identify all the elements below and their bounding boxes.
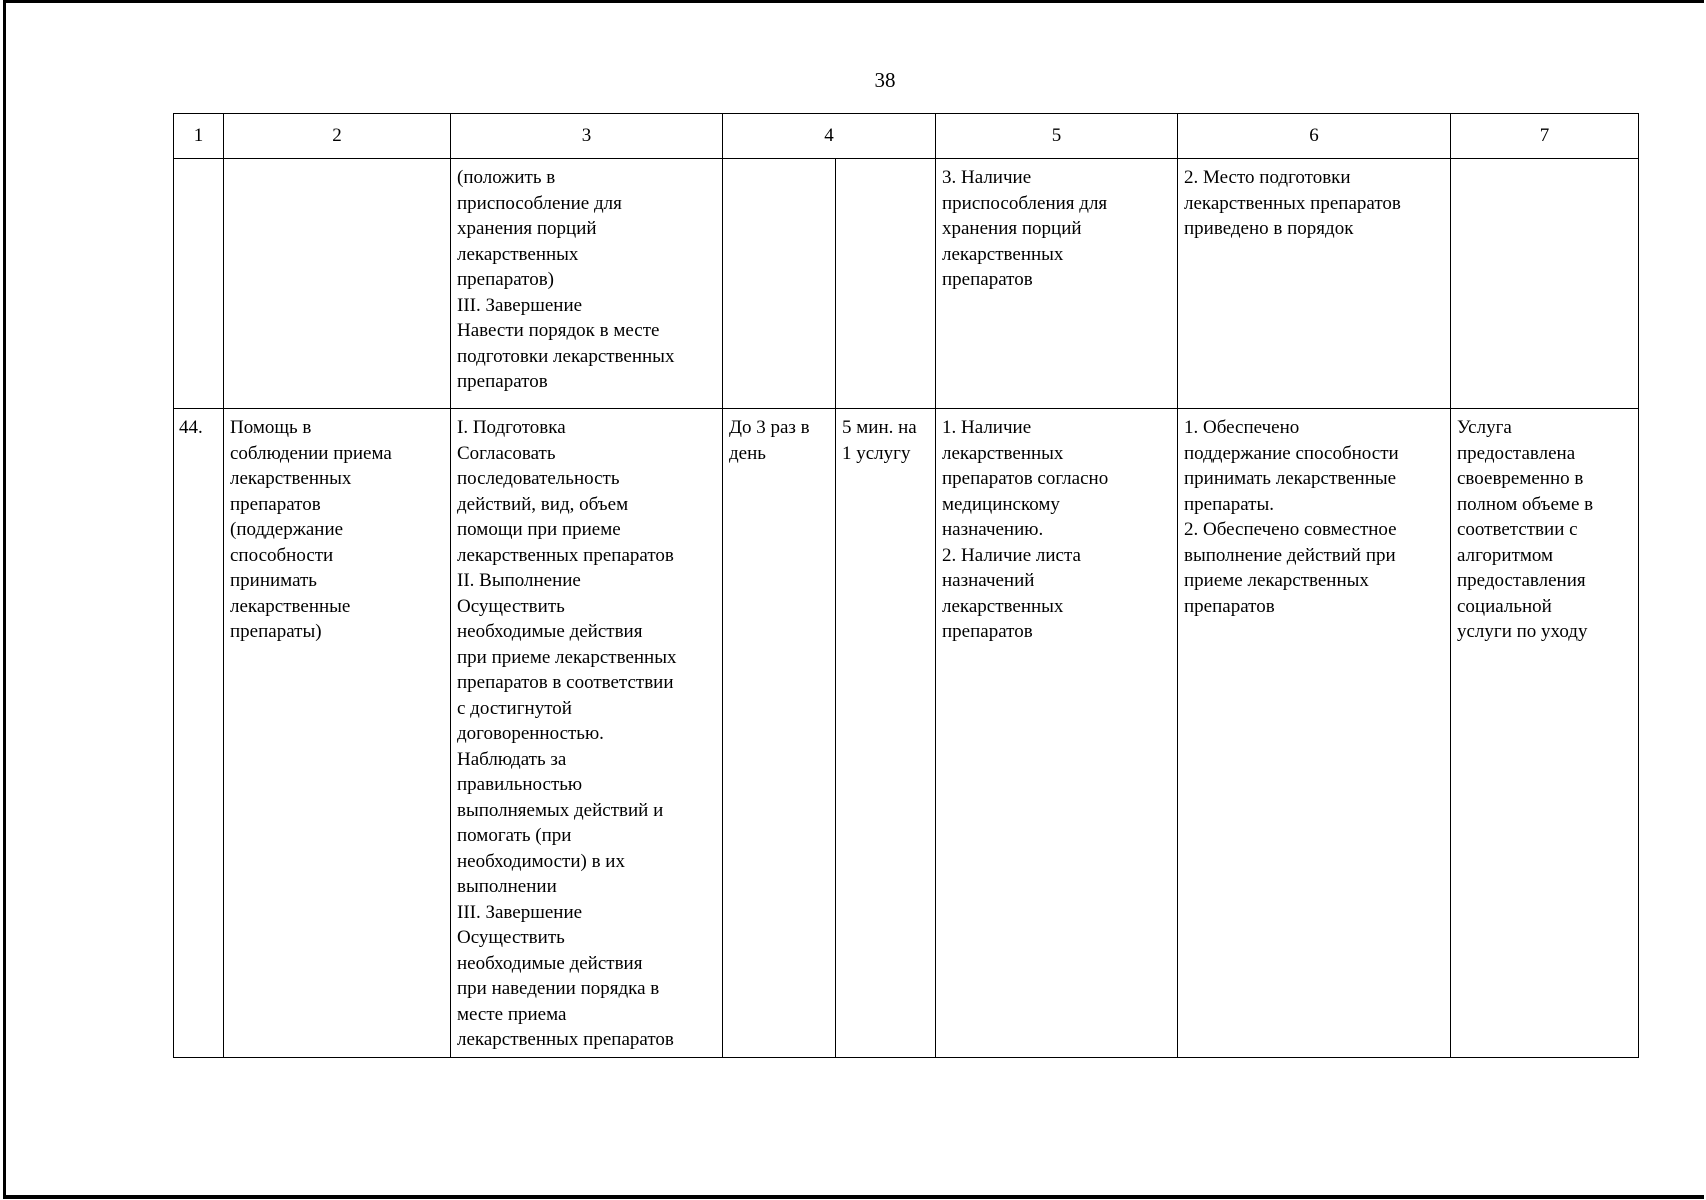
text-line: выполняемых действий и — [457, 799, 664, 821]
cell-duration — [836, 159, 936, 409]
header-col-3: 3 — [451, 114, 723, 159]
cell-conditions — [936, 159, 1178, 409]
text-line: 3. Наличие — [942, 167, 1032, 188]
cell-service-name — [224, 409, 451, 1058]
text-line: III. Завершение — [457, 294, 583, 316]
text-line: соблюдении приема — [230, 442, 392, 464]
text-line: препаратов) — [457, 269, 554, 290]
text-line: день — [729, 442, 766, 464]
text-line: лекарственных — [942, 243, 1064, 265]
text-line: принимать лекарственные — [1184, 468, 1397, 489]
text-line: лекарственные — [230, 595, 351, 617]
text-line: 1. Наличие — [942, 417, 1032, 438]
text-line: препаратов — [230, 493, 321, 515]
text-line: помощи при приеме — [457, 519, 621, 540]
text-line: предоставлена — [1457, 442, 1576, 464]
text-line: Помощь в — [230, 417, 312, 438]
cell-duration — [836, 409, 936, 1058]
text-line: подготовки лекарственных — [457, 345, 675, 367]
header-col-6: 6 — [1178, 114, 1451, 159]
text-line: услуги по уходу — [1457, 621, 1588, 642]
header-col-4: 4 — [723, 114, 936, 159]
text-line: 1 услугу — [842, 442, 911, 464]
text-line: с достигнутой — [457, 697, 572, 719]
cell-service-name — [224, 159, 451, 409]
text-line: Согласовать — [457, 442, 556, 464]
text-line: лекарственных — [942, 442, 1064, 464]
text-line: лекарственных — [457, 243, 579, 265]
text-line: 2. Наличие листа — [942, 544, 1081, 566]
cell-procedure — [451, 159, 723, 409]
text-line: 5 мин. на — [842, 417, 917, 438]
text-line: препаратов в соответствии — [457, 672, 674, 693]
text-line: действий, вид, объем — [457, 493, 629, 515]
text-line: последовательность — [457, 468, 620, 489]
cell-frequency — [723, 409, 836, 1058]
text-line: поддержание способности — [1184, 442, 1399, 464]
text-line: хранения порций — [457, 218, 597, 239]
text-line: приеме лекарственных — [1184, 570, 1369, 591]
text-line: лекарственных — [942, 595, 1064, 617]
text-line: лекарственных препаратов — [457, 544, 674, 566]
header-col-2: 2 — [224, 114, 451, 159]
cell-evaluation — [1451, 409, 1639, 1058]
text-line: препаратов согласно — [942, 468, 1109, 489]
text-line: Осуществить — [457, 595, 565, 617]
cell-number: 44. — [174, 409, 224, 1058]
header-col-1: 1 — [174, 114, 224, 159]
text-line: приспособление для — [457, 192, 622, 214]
cell-procedure — [451, 409, 723, 1058]
text-line: (положить в — [457, 167, 556, 188]
text-line: месте приема — [457, 1003, 567, 1025]
text-line: препаратов — [942, 269, 1033, 290]
cell-frequency — [723, 159, 836, 409]
text-line: III. Завершение — [457, 901, 583, 923]
text-line: лекарственных — [230, 468, 352, 489]
cell-result — [1178, 159, 1451, 409]
text-line: необходимые действия — [457, 621, 643, 642]
text-line: лекарственных препаратов — [457, 1029, 674, 1050]
text-line: алгоритмом — [1457, 544, 1554, 566]
text-line: препаратов — [942, 621, 1033, 642]
text-line: препараты. — [1184, 493, 1274, 515]
text-line: (поддержание — [230, 519, 344, 540]
text-line: 1. Обеспечено — [1184, 417, 1300, 438]
cell-conditions — [936, 409, 1178, 1058]
text-line: предоставления — [1457, 570, 1586, 591]
text-line: I. Подготовка — [457, 417, 566, 438]
text-line: назначению. — [942, 519, 1044, 540]
header-col-5: 5 — [936, 114, 1178, 159]
text-line: принимать — [230, 570, 317, 591]
text-line: приведено в порядок — [1184, 218, 1354, 239]
text-line: назначений — [942, 570, 1035, 591]
text-line: помогать (при — [457, 825, 572, 846]
text-line: при приеме лекарственных — [457, 646, 677, 668]
header-row — [174, 114, 1639, 159]
text-line: необходимые действия — [457, 952, 643, 974]
text-line: препараты) — [230, 621, 322, 642]
cell-evaluation — [1451, 159, 1639, 409]
text-line: медицинскому — [942, 493, 1060, 515]
text-line: 2. Место подготовки — [1184, 167, 1351, 188]
text-line: договоренностью. — [457, 723, 604, 744]
services-table — [173, 113, 1639, 1058]
text-line: соответствии с — [1457, 519, 1578, 540]
text-line: 2. Обеспечено совместное — [1184, 519, 1397, 540]
text-line: приспособления для — [942, 192, 1108, 214]
text-line: полном объеме в — [1457, 493, 1594, 515]
table-row-continued — [174, 159, 1639, 409]
text-line: Услуга — [1457, 417, 1512, 438]
text-line: хранения порций — [942, 218, 1082, 239]
text-line: выполнение действий при — [1184, 544, 1396, 566]
text-line: своевременно в — [1457, 468, 1584, 489]
cell-number — [174, 159, 224, 409]
text-line: II. Выполнение — [457, 570, 581, 591]
text-line: при наведении порядка в — [457, 978, 660, 999]
text-line: Наблюдать за — [457, 748, 567, 770]
text-line: необходимости) в их — [457, 850, 625, 872]
header-col-7: 7 — [1451, 114, 1639, 159]
text-line: Осуществить — [457, 927, 565, 948]
text-line: До 3 раз в — [729, 417, 810, 438]
text-line: препаратов — [1184, 595, 1275, 617]
text-line: препаратов — [457, 371, 548, 392]
text-line: правильностью — [457, 774, 583, 795]
table-row-44 — [174, 409, 1639, 1058]
text-line: способности — [230, 544, 334, 566]
page-number: 38 — [874, 68, 896, 92]
text-line: лекарственных препаратов — [1184, 192, 1401, 214]
cell-result — [1178, 409, 1451, 1058]
text-line: социальной — [1457, 595, 1552, 617]
text-line: выполнении — [457, 876, 557, 897]
text-line: Навести порядок в месте — [457, 320, 660, 341]
